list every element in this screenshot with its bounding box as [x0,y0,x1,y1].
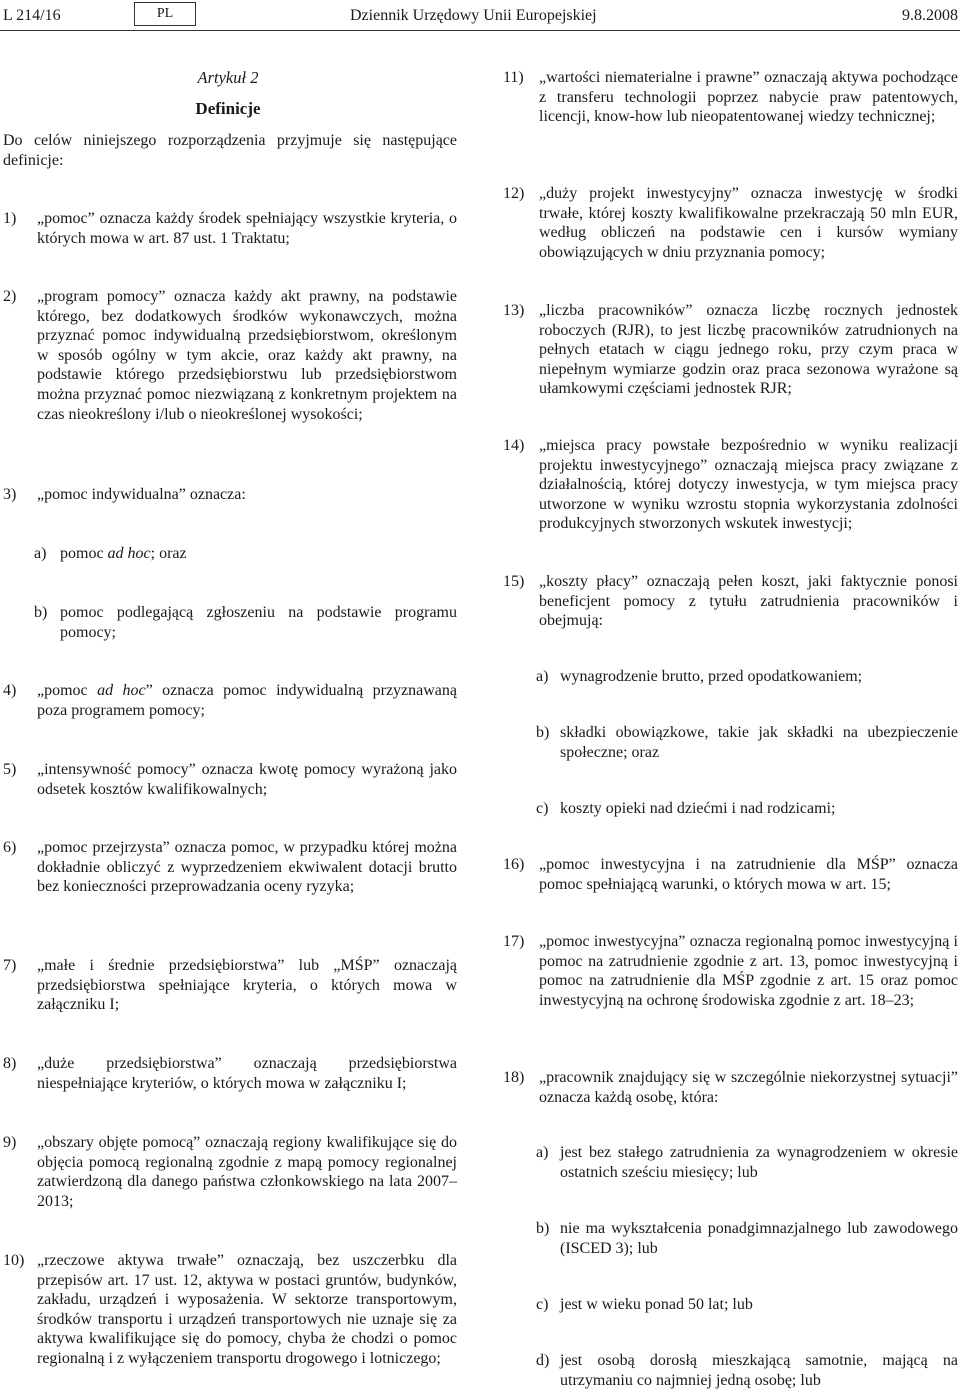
item-number: 7) [3,957,17,974]
item-number: 3) [3,486,17,503]
item-number: 17) [503,933,525,950]
item-text: „pomoc” oznacza każdy środek spełniający wszystkie kryteria, o których mowa w art. 87 ust. 1 Traktatu; [37,210,457,247]
article-number: Artykuł 2 [197,68,259,87]
item-text: „koszty płacy” oznaczają pełen koszt, jaki faktycznie ponosi beneficjent pomocy z tytułu zatrudnienia pracowników i obejmują: [539,573,958,630]
item-text: „rzeczowe aktywa trwałe” oznaczają, bez uszczerbku dla przepisów art. 17 ust. 12, aktywa w postaci gruntów, budynków, zakładu, urządzeń i wyposażenia. W sektorze transportowym, środków transportu i urządzeń transportowych nie uznaje się za aktywa kwalifikujące się do pomocy, chyba że chodzi o pomoc regionalną i z wyłączeniem transportu drogowego i lotniczego; [37,1252,457,1367]
item-text: „duże przedsiębiorstwa” oznaczają przedsiębiorstwa niespełniające kryteriów, o których mowa w załączniku I; [37,1055,457,1092]
item-text: jest w wieku ponad 50 lat; lub [560,1296,753,1313]
item-number: 9) [3,1134,17,1151]
item-text: „pracownik znajdujący się w szczególnie niekorzystnej sytuacji” oznacza każdą osobę, która: [539,1069,958,1106]
item-text: „pomoc inwestycyjna i na zatrudnienie dla MŚP” oznacza pomoc spełniającą warunki, o których mowa w art. 15; [539,856,958,893]
page-reference: L 214/16 [3,7,61,24]
article-title: Definicje [195,99,261,118]
item-number: 5) [3,761,17,778]
page-header [0,0,960,34]
item-text: „intensywność pomocy” oznacza kwotę pomocy wyrażoną jako odsetek kosztów kwalifikowalnych; [37,761,457,798]
item-text: jest osobą dorosłą mieszkającą samotnie, mającą na utrzymaniu co najmniej jedną osobę; lub [560,1352,958,1389]
item-letter: a) [536,1144,549,1161]
item-text: „obszary objęte pomocą” oznaczają regiony kwalifikujące się do objęcia pomocą regionalną zgodnie z mapą pomocy regionalnej zatwierdzoną dla danego państwa członkowskiego na lata 2007–2013; [37,1134,457,1210]
journal-title: Dziennik Urzędowy Unii Europejskiej [350,7,597,24]
item-number: 8) [3,1055,17,1072]
item-text: „miejsca pracy powstałe bezpośrednio w wyniku realizacji projektu inwestycyjnego” oznaczają miejsca pracy związane z działalnością, której dotyczy inwestycja, w tym miejsca pracy utworzone w wyniku wzrostu stopnia wykorzystania zdolności produkcyjnych stworzonych wskutek inwestycji; [539,437,958,533]
item-text: „wartości niematerialne i prawne” oznaczają aktywa pochodzące z transferu technologii poprzez nabycie praw patentowych, licencji, know-how lub nieopatentowanej wiedzy technicznej; [539,69,958,126]
item-text: jest bez stałego zatrudnienia za wynagrodzeniem w okresie ostatnich sześciu miesięcy; lub [560,1144,958,1181]
item-letter: c) [536,1296,549,1313]
item-text: pomoc podlegającą zgłoszeniu na podstawie programu pomocy; [60,604,457,641]
item-number: 11) [503,69,524,86]
item-number: 12) [503,185,525,202]
item-number: 13) [503,302,525,319]
item-letter: b) [536,724,550,741]
item-text: „pomoc ad hoc” oznacza pomoc indywidualną przyznawaną poza programem pomocy; [37,682,458,719]
item-text: „program pomocy” oznacza każdy akt prawny, na podstawie którego, bez dodatkowych środków wykonawczych, można przyznać pomoc indywidualną przedsiębiorstwom, określonym w sposób ogólny w tym akcie, oraz każdy akt prawny, na podstawie którego przedsiębiorstwu lub przedsiębiorstwom można przyznać pomoc niezwiązaną z konkretnym projektem na czas nieokreślony i/lub o nieokreślonej wysokości; [37,288,457,423]
item-text: składki obowiązkowe, takie jak składki na ubezpieczenie społeczne; oraz [560,724,958,761]
item-text: „małe i średnie przedsiębiorstwa” lub „MŚP” oznaczają przedsiębiorstwa spełniające kryteria, o których mowa w załączniku I; [37,957,457,1014]
item-letter: d) [536,1352,550,1369]
publication-date: 9.8.2008 [902,7,958,24]
item-text: „duży projekt inwestycyjny” oznacza inwestycję w środki trwałe, której koszty kwalifikowalne przekraczają 50 mln EUR, według obliczeń na podstawie cen i kursów wymiany obowiązujących w dniu przyznania pomocy; [539,185,958,261]
item-text: nie ma wykształcenia ponadgimnazjalnego lub zawodowego (ISCED 3); lub [560,1220,958,1257]
article-intro: Do celów niniejszego rozporządzenia przyjmuje się następujące definicje: [3,132,457,169]
item-text: pomoc ad hoc; oraz [60,545,187,562]
item-number: 6) [3,839,17,856]
item-letter: b) [536,1220,550,1237]
language-badge: PL [134,2,196,26]
item-number: 2) [3,288,17,305]
header-divider [0,30,960,31]
item-letter: b) [34,604,48,621]
item-number: 15) [503,573,525,590]
item-number: 16) [503,856,525,873]
item-text: „pomoc indywidualna” oznacza: [37,486,246,503]
item-text: „pomoc inwestycyjna” oznacza regionalną pomoc inwestycyjną i pomoc na zatrudnienie zgodnie z art. 13, pomoc inwestycyjną i pomoc na zatrudnienie dla MŚP zgodnie z art. 15 oraz pomoc inwestycyjną na ochronę środowiska zgodnie z art. 18–23; [539,933,958,1009]
item-text: „pomoc przejrzysta” oznacza pomoc, w przypadku której można dokładnie obliczyć z wyprzedzeniem ekwiwalent dotacji brutto bez konieczności przeprowadzania oceny ryzyka; [37,839,457,896]
item-letter: a) [34,545,47,562]
item-number: 14) [503,437,525,454]
item-number: 1) [3,210,17,227]
item-text: wynagrodzenie brutto, przed opodatkowaniem; [560,668,863,685]
item-text: „liczba pracowników” oznacza liczbę rocznych jednostek roboczych (RJR), to jest liczbę pracowników zatrudnionych na pełnych etatach w ciągu jednego roku, przy czym praca w niepełnym wymiarze godzin oraz praca sezonowa wyrażone są ułamkowymi częściami jednostek RJR; [539,302,958,398]
item-number: 10) [3,1252,25,1269]
item-letter: a) [536,668,549,685]
item-text: koszty opieki nad dziećmi i nad rodzicami; [560,800,836,817]
item-letter: c) [536,800,549,817]
item-number: 4) [3,682,17,699]
item-number: 18) [503,1069,525,1086]
